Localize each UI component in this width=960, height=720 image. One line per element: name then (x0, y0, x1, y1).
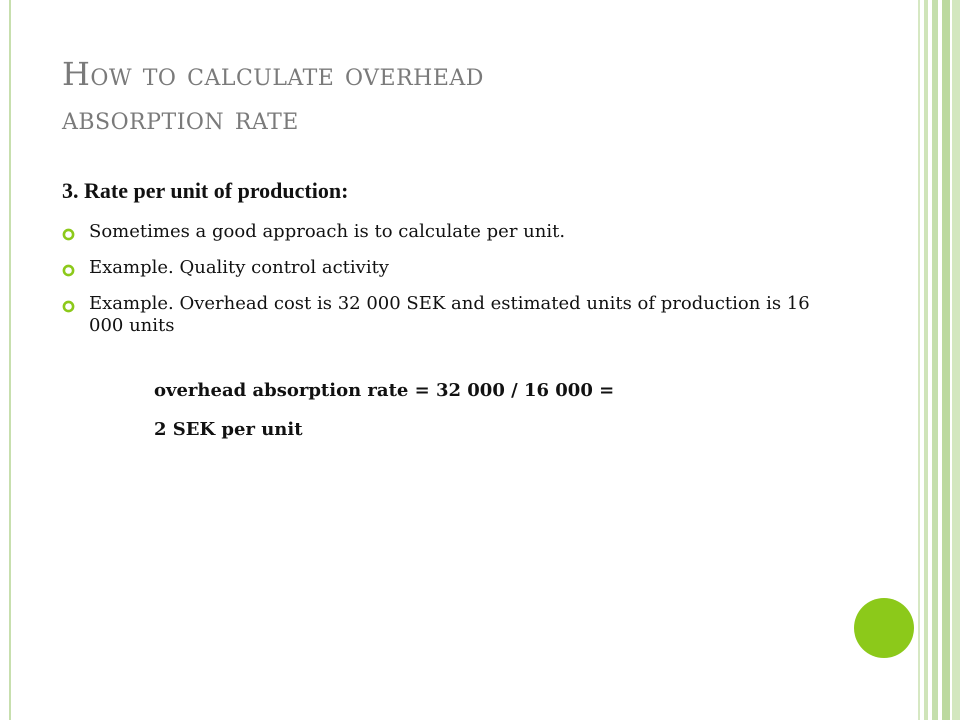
formula-line-2: 2 SEK per unit (154, 419, 303, 440)
slide-title-line2: absorption rate (62, 99, 299, 137)
bullet-item (62, 257, 822, 279)
decorative-side-stripes (918, 0, 960, 720)
formula-line-1: overhead absorption rate = 32 000 / 16 000 = (154, 380, 615, 401)
circle-ring-icon (62, 300, 75, 313)
bullet-text: Sometimes a good approach is to calculate per unit. (89, 221, 566, 242)
slide-frame-left-border (9, 0, 11, 720)
bullet-item (62, 293, 822, 337)
slide-title-line1: How to calculate overhead (62, 55, 484, 93)
bullet-text: Example. Overhead cost is 32 000 SEK and estimated units of production is 16 000 units (89, 293, 810, 336)
bullet-item (62, 221, 822, 243)
circle-ring-icon (62, 264, 75, 277)
slide-title (62, 52, 882, 140)
bullet-list (62, 221, 822, 351)
section-subheading: 3. Rate per unit of production: (62, 178, 349, 203)
decorative-green-circle (854, 598, 914, 658)
bullet-text: Example. Quality control activity (89, 257, 389, 278)
circle-ring-icon (62, 228, 75, 241)
